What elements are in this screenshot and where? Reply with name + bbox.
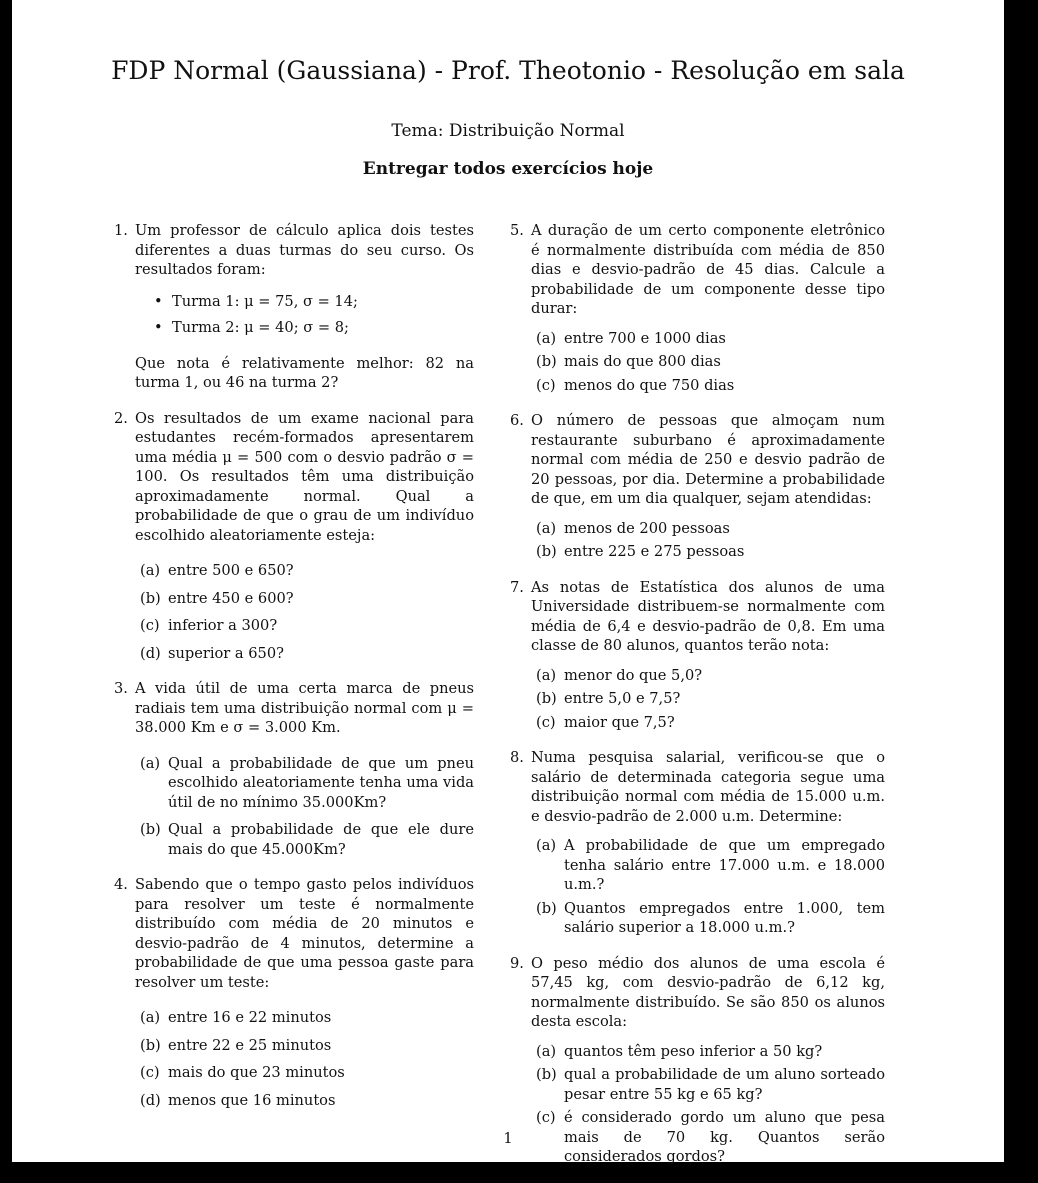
sub-item (531, 713, 885, 733)
sub-item-text: Quantos empregados entre 1.000, tem salário superior a 18.000 u.m.? (564, 899, 885, 936)
sub-item-label: (b) (140, 821, 161, 838)
bullet-item (135, 292, 474, 312)
sub-item (531, 899, 885, 938)
question-number: 6. (510, 412, 524, 429)
sub-item-text: qual a probabilidade de um aluno sorteado pesar entre 55 kg e 65 kg? (564, 1066, 885, 1103)
document-title: FDP Normal (Gaussiana) - Prof. Theotonio - Resolução em sala (111, 56, 905, 85)
sub-item-label: (b) (536, 899, 557, 917)
sub-item-label: (b) (536, 353, 557, 370)
sub-item (135, 754, 474, 813)
sub-item (531, 376, 885, 396)
sub-item-label: (a) (140, 754, 161, 772)
sub-item (531, 352, 885, 372)
sub-item-text: menos do que 750 dias (564, 376, 735, 394)
sub-item (135, 589, 474, 609)
sub-item-text: entre 5,0 e 7,5? (564, 690, 681, 707)
sub-item-text: entre 225 e 275 pessoas (564, 543, 745, 560)
question-8 (510, 748, 885, 938)
question-text: Numa pesquisa salarial, verificou-se que o salário de determinada categoria segue uma distribuição normal com média de 15.000 u.m. e desvio-padrão de 2.000 u.m. Determine: (531, 749, 885, 825)
question-number: 1. (114, 222, 128, 239)
sub-item-label: (b) (140, 1036, 161, 1054)
question-number: 7. (510, 578, 524, 596)
question-7 (510, 578, 885, 733)
sub-item (531, 519, 885, 539)
sub-item-label: (a) (536, 837, 557, 854)
sub-item-label: (b) (536, 690, 557, 707)
sub-item-text: menos de 200 pessoas (564, 519, 730, 537)
bullet-symbol: • (154, 319, 163, 336)
sub-item-label: (d) (140, 1091, 161, 1109)
sub-item-text: entre 450 e 600? (168, 589, 294, 607)
sub-item-text: inferior a 300? (168, 617, 278, 634)
question-number: 3. (114, 680, 128, 697)
sub-item-label: (a) (536, 329, 557, 347)
sub-item (135, 616, 474, 636)
sub-item-text: A probabilidade de que um empregado tenha salário entre 17.000 u.m. e 18.000 u.m.? (564, 837, 885, 893)
question-2 (114, 409, 474, 664)
question-number: 9. (510, 954, 524, 972)
sub-item-label: (c) (140, 1064, 160, 1081)
question-number: 5. (510, 222, 524, 239)
sub-item-label: (a) (536, 1042, 557, 1060)
left-column (114, 221, 474, 1126)
question-text: O número de pessoas que almoçam num restaurante suburbano é aproximadamente normal com média de 250 e desvio padrão de 20 pessoas, por dia. Determine a probabilidade de que, em um dia qualquer, sejam atendidas: (531, 412, 885, 507)
bullet-text: Turma 1: μ = 75, σ = 14; (172, 292, 358, 310)
question-number: 2. (114, 409, 128, 427)
bullet-text: Turma 2: μ = 40; σ = 8; (172, 319, 349, 336)
delivery-instruction: Entregar todos exercícios hoje (362, 159, 654, 179)
question-6 (510, 411, 885, 562)
sub-item-label: (c) (140, 617, 160, 634)
sub-item-text: menor do que 5,0? (564, 666, 703, 684)
sub-item-list (531, 666, 885, 733)
document-subtitle: Tema: Distribuição Normal (391, 121, 625, 141)
sub-item-list (135, 561, 474, 663)
question-text: O peso médio dos alunos de uma escola é 57,45 kg, com desvio-padrão de 6,12 kg, normalmente distribuído. Se são 850 os alunos desta escola: (531, 954, 885, 1030)
sub-item-text: maior que 7,5? (564, 713, 675, 731)
sub-item (531, 1065, 885, 1104)
page-number: 1 (503, 1130, 513, 1147)
sub-item-text: menos que 16 minutos (168, 1091, 336, 1109)
sub-item (531, 666, 885, 686)
sub-item-label: (a) (140, 562, 161, 579)
sub-item-label: (a) (536, 519, 557, 537)
sub-item (135, 644, 474, 664)
sub-item (135, 820, 474, 859)
question-4 (114, 875, 474, 1110)
question-number: 4. (114, 876, 128, 893)
sub-item-text: Qual a probabilidade de que um pneu escolhido aleatoriamente tenha uma vida útil de no mínimo 35.000Km? (168, 754, 474, 811)
question-5 (510, 221, 885, 395)
sub-item (135, 1091, 474, 1111)
sub-item (135, 1008, 474, 1028)
sub-item-label: (b) (536, 543, 557, 560)
sub-item (135, 1063, 474, 1083)
sub-item (531, 689, 885, 709)
question-text: Sabendo que o tempo gasto pelos indivíduos para resolver um teste é normalmente distribuído com média de 20 minutos e desvio-padrão de 4 minutos, determine a probabilidade de que uma pessoa gaste para resolver um teste: (135, 876, 474, 991)
sub-item-list (531, 836, 885, 938)
question-text: A vida útil de uma certa marca de pneus radiais tem uma distribuição normal com μ = 38.000 Km e σ = 3.000 Km. (135, 680, 474, 736)
sub-item (531, 329, 885, 349)
sub-item-list (135, 754, 474, 860)
question-number: 8. (510, 749, 524, 766)
sub-item-label: (b) (536, 1066, 557, 1083)
document-page (12, 0, 1004, 1165)
sub-item-text: entre 22 e 25 minutos (168, 1036, 332, 1054)
sub-item (135, 561, 474, 581)
question-followup: Que nota é relativamente melhor: 82 na turma 1, ou 46 na turma 2? (135, 354, 474, 391)
sub-item (135, 1036, 474, 1056)
question-text: Um professor de cálculo aplica dois testes diferentes a duas turmas do seu curso. Os resultados foram: (135, 222, 474, 278)
question-text: Os resultados de um exame nacional para estudantes recém-formados apresentarem uma média μ = 500 com o desvio padrão σ = 100. Os resultados têm uma distribuição aproximadamente normal. Qual a probabilidade de que o grau de um indivíduo escolhido aleatoriamente esteja: (135, 409, 474, 544)
sub-item-label: (a) (536, 666, 557, 684)
sub-item-text: entre 500 e 650? (168, 562, 294, 579)
sub-item-list (531, 329, 885, 396)
sub-item-label: (d) (140, 644, 161, 662)
sub-item-label: (a) (140, 1009, 161, 1026)
sub-item-label: (c) (536, 713, 556, 731)
sub-item (531, 1042, 885, 1062)
sub-item-text: é considerado gordo um aluno que pesa mais de 70 kg. Quantos serão considerados gordos? (564, 1109, 885, 1165)
sub-item-list (531, 1042, 885, 1167)
bullet-list (135, 292, 474, 338)
bullet-symbol: • (154, 292, 163, 310)
sub-item-text: entre 700 e 1000 dias (564, 329, 726, 347)
sub-item-list (531, 519, 885, 562)
sub-item-label: (c) (536, 1109, 556, 1126)
sub-item-label: (c) (536, 376, 556, 394)
sub-item-label: (b) (140, 589, 161, 607)
question-3 (114, 679, 474, 859)
sub-item-text: Qual a probabilidade de que ele dure mais do que 45.000Km? (168, 821, 474, 858)
sub-item-text: entre 16 e 22 minutos (168, 1009, 332, 1026)
sub-item-text: mais do que 800 dias (564, 353, 721, 370)
question-1 (114, 221, 474, 393)
sub-item (531, 542, 885, 562)
bullet-item (135, 318, 474, 338)
question-text: A duração de um certo componente eletrônico é normalmente distribuída com média de 850 dias e desvio-padrão de 45 dias. Calcule a probabilidade de um componente desse tipo durar: (531, 222, 885, 317)
right-column (510, 221, 885, 1183)
question-text: As notas de Estatística dos alunos de uma Universidade distribuem-se normalmente com média de 6,4 e desvio-padrão de 0,8. Em uma classe de 80 alunos, quantos terão nota: (531, 578, 885, 654)
sub-item-text: superior a 650? (168, 644, 284, 662)
sub-item-list (135, 1008, 474, 1110)
sub-item (531, 836, 885, 895)
sub-item-text: mais do que 23 minutos (168, 1064, 345, 1081)
sub-item-text: quantos têm peso inferior a 50 kg? (564, 1042, 823, 1060)
